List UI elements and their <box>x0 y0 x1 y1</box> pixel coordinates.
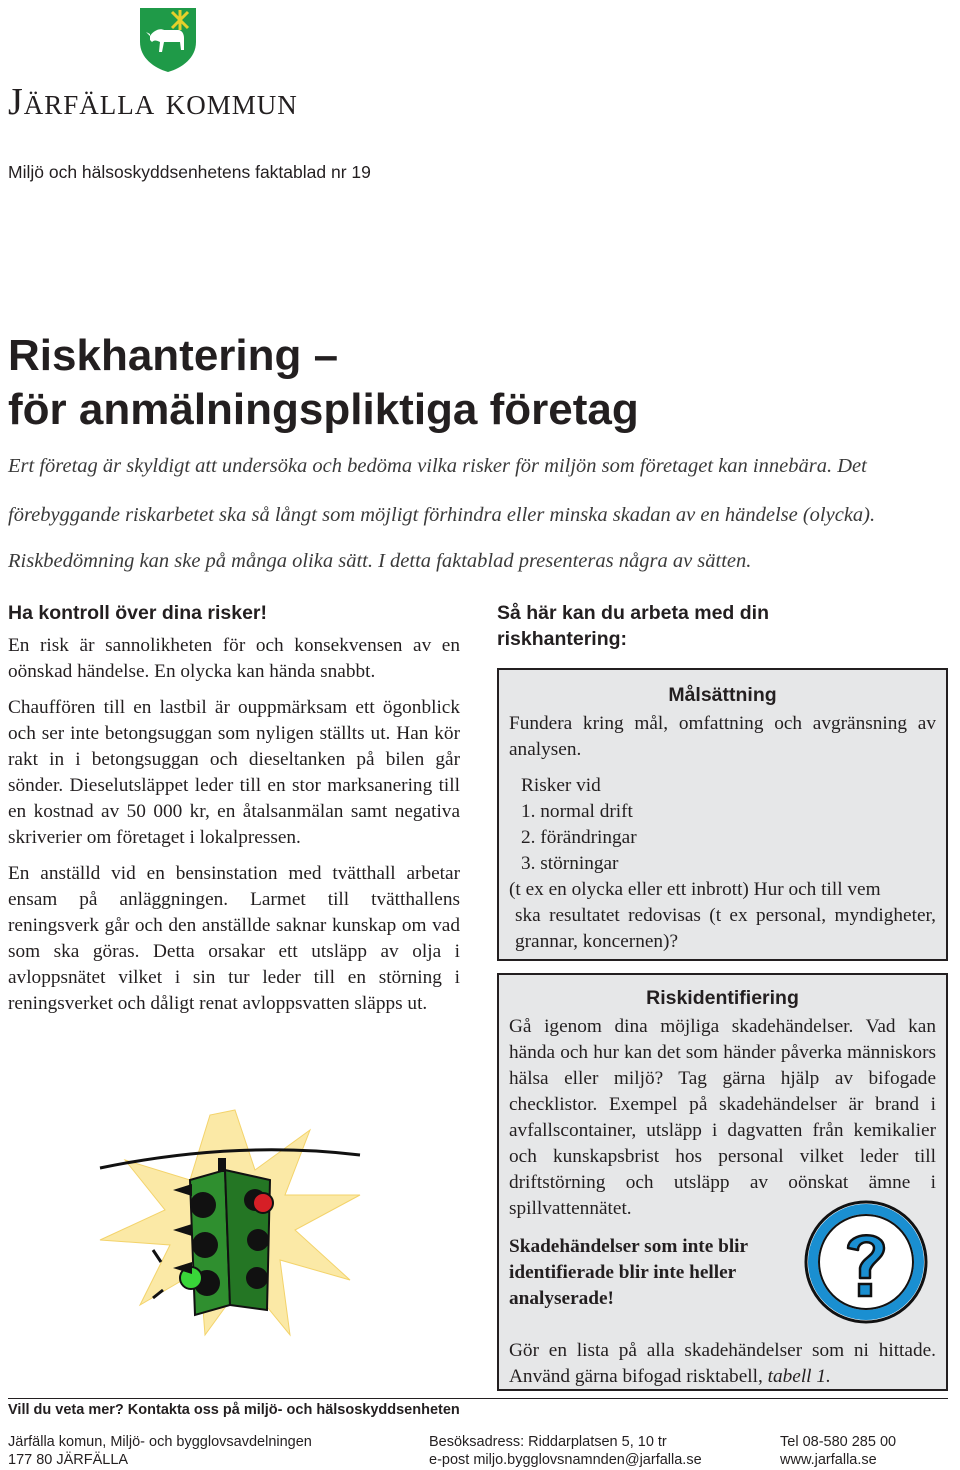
page-title-line-2: för anmälningspliktiga företag <box>8 385 639 434</box>
left-paragraph-1: En risk är sannolikheten för och konsekvensen av en oönskad händelse. En olycka kan hända snabbt. <box>8 635 460 682</box>
risk-list-title: Risker vid <box>521 775 601 796</box>
municipal-crest-logo <box>138 6 198 74</box>
question-mark-icon <box>800 1196 932 1328</box>
footer-org: Järfälla komun, Miljö- och bygglovsavdelningen <box>8 1434 312 1450</box>
malsattning-followup-rest: ska resultatet redovisas (t ex personal, myndigheter, grannar, koncernen)? <box>515 905 936 952</box>
malsattning-paragraph: Fundera kring mål, omfattning och avgränsning av analysen. <box>509 713 936 760</box>
footer-visiting-address: Besöksadress: Riddarplatsen 5, 10 tr <box>429 1434 667 1450</box>
riskidentifiering-title: Riskidentifiering <box>646 987 799 1009</box>
intro-line-3: Riskbedömning kan ske på många olika sätt. I detta faktablad presenteras några av sätten. <box>8 550 752 572</box>
table-reference: tabell 1. <box>767 1366 831 1387</box>
risk-list <box>509 773 936 877</box>
riskidentifiering-list-instruction <box>509 1338 936 1390</box>
right-heading: Så här kan du arbeta med din riskhantering: <box>497 602 769 650</box>
left-column <box>8 602 460 1027</box>
riskidentifiering-paragraph: Gå igenom dina möjliga skadehändelser. Vad kan hända och hur kan det som händer påverka människors hälsa eller miljö? Tag gärna hjälp av bifogade checklistor. Exempel på skadehändelser är brand i avfallscontainer, utsläpp i dagvatten från kemikalier och kunskapsbrist hos personal vilket leder till driftstörning och utsläpp av oönskat ämne i spillvattennätet. <box>509 1016 936 1219</box>
contact-heading: Vill du veta mer? Kontakta oss på miljö- och hälsoskyddsenheten <box>8 1402 460 1418</box>
risk-list-item: 2. förändringar <box>521 827 637 848</box>
left-paragraph-3: En anställd vid en bensinstation med tvätthall arbetar ensam på anläggningen. Larmet till tvätthallens reningsverk går och den anställde saknar kunskap om vad som ska göras. Detta orsakar ett utsläpp av olja i avloppsnätet vilket i sin tur leder till en störning i reningsverket och dåligt renat avloppsvatten släpps ut. <box>8 863 460 1014</box>
series-label: Miljö och hälsoskyddsenhetens faktablad nr 19 <box>8 162 371 182</box>
footer-phone: Tel 08-580 285 00 <box>780 1434 897 1450</box>
left-heading: Ha kontroll över dina risker! <box>8 602 267 624</box>
malsattning-title: Målsättning <box>668 684 777 706</box>
footer-divider <box>8 1398 948 1399</box>
malsattning-box <box>497 668 948 961</box>
traffic-light-illustration <box>95 1100 365 1340</box>
org-name: Järfälla kommun <box>8 81 298 123</box>
left-paragraph-2: Chauffören till en lastbil är ouppmärksam ett ögonblick och ser inte betongsuggan som nyligen ställts ut. Han kör rakt in i betongsuggan och dieseltanken på bilen går sönder. Dieselutsläppet leder till en stor marksanering till en kostnad av 50 000 kr, en åtalsanmälan samt negativa skriverier om företaget i lokalpressen. <box>8 697 460 848</box>
footer-website-link[interactable]: www.jarfalla.se <box>780 1452 877 1468</box>
page-title-line-1: Riskhantering – <box>8 331 339 380</box>
warning-statement: Skadehändelser som inte blir identifierade blir inte heller analyserade! <box>509 1236 748 1309</box>
riskidentifiering-box <box>497 973 948 1391</box>
intro-line-2: förebyggande riskarbetet ska så långt som möjligt förhindra eller minska skadan av en händelse (olycka). <box>8 504 876 526</box>
instruction-text: Gör en lista på alla skadehändelser som ni hittade. Använd gärna bifogad risktabell, <box>509 1340 936 1387</box>
malsattning-followup-line-1: (t ex en olycka eller ett inbrott) Hur och till vem <box>509 879 881 900</box>
malsattning-followup <box>509 877 936 955</box>
footer-postal-address: 177 80 JÄRFÄLLA <box>8 1452 129 1468</box>
risk-list-item: 3. störningar <box>521 853 619 874</box>
risk-list-item: 1. normal drift <box>521 801 633 822</box>
intro-line-1: Ert företag är skyldigt att undersöka och bedöma vilka risker för miljön som företaget kan innebära. Det <box>8 455 867 477</box>
footer-email[interactable]: e-post miljo.bygglovsnamnden@jarfalla.se <box>429 1452 702 1468</box>
